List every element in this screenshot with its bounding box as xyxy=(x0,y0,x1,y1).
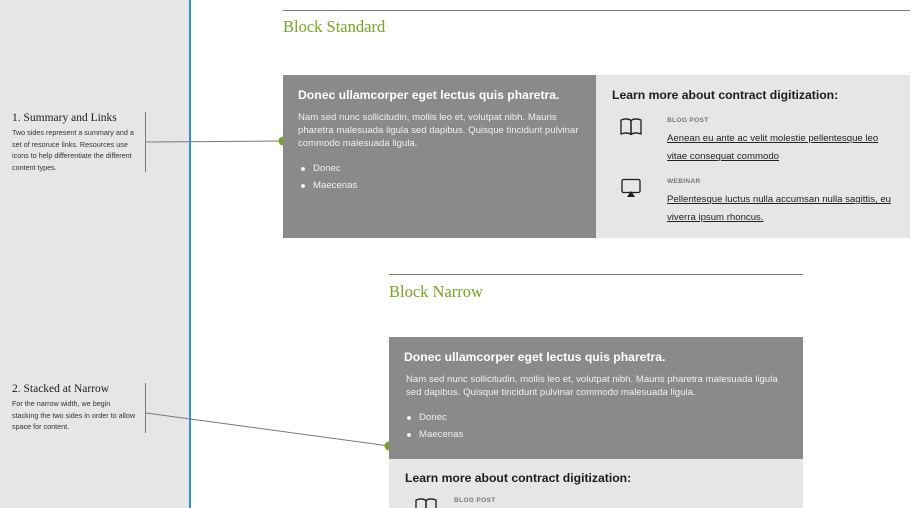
resource-type: WEBINAR xyxy=(667,178,701,185)
annotation-summary-and-links xyxy=(12,112,146,172)
summary-heading: Donec ullamcorper eget lectus quis pharetra. xyxy=(298,88,560,102)
book-icon xyxy=(415,497,437,508)
list-item: Maecenas xyxy=(404,426,788,443)
summary-text: Nam sed nunc sollicitudin, mollis leo et, volutpat nibh. Mauris pharetra malesuada ligula sed dapibus. Quisque tincidunt pulvinar commodo malesuada ligula. xyxy=(298,112,579,149)
resource-item-blog xyxy=(612,117,894,164)
resource-type: BLOG POST xyxy=(454,497,496,504)
summary-list xyxy=(298,160,581,194)
section-divider xyxy=(389,274,803,275)
guide-line xyxy=(189,0,191,508)
narrow-resources-panel xyxy=(389,459,803,508)
standard-resources-panel xyxy=(596,75,910,238)
list-item: Donec xyxy=(298,160,581,177)
section-divider xyxy=(283,10,910,11)
block-standard-title: Block Standard xyxy=(283,17,386,36)
list-item: Donec xyxy=(404,409,788,426)
resource-item-blog xyxy=(405,497,787,508)
block-narrow-title: Block Narrow xyxy=(389,282,483,301)
annotation-title: 2. Stacked at Narrow xyxy=(12,383,110,395)
resources-heading: Learn more about contract digitization: xyxy=(612,88,839,102)
annotation-body: Two sides represent a summary and a set of resoruce links. Resources use icons to help differentiate the different content types. xyxy=(12,128,134,172)
resource-link[interactable]: Pellentesque luctus nulla accumsan nulla sagittis, eu viverra ipsum rhoncus. xyxy=(667,194,891,223)
list-item: Maecenas xyxy=(298,177,581,194)
resource-item-webinar xyxy=(612,178,894,225)
monitor-icon xyxy=(620,178,642,198)
summary-text: Nam sed nunc sollicitudin, mollis leo et, volutpat nibh. Mauris pharetra malesuada ligula sed dapibus. Quisque tincidunt pulvinar commodo malesuada ligula. xyxy=(406,374,778,398)
annotation-stacked-at-narrow xyxy=(12,383,146,433)
annotation-body: For the narrow width, we begin stacking the two sides in order to allow space for content. xyxy=(12,399,136,431)
standard-summary-panel xyxy=(283,75,596,238)
book-icon xyxy=(620,117,642,137)
narrow-summary-panel xyxy=(389,337,803,459)
summary-list xyxy=(404,409,788,443)
summary-heading: Donec ullamcorper eget lectus quis pharetra. xyxy=(404,350,666,364)
annotation-title: 1. Summary and Links xyxy=(12,112,117,124)
resource-type: BLOG POST xyxy=(667,117,709,124)
resource-link[interactable]: Aenean eu ante ac velit molestie pellentesque leo vitae consequat commodo xyxy=(667,133,879,162)
resources-heading: Learn more about contract digitization: xyxy=(405,471,632,485)
